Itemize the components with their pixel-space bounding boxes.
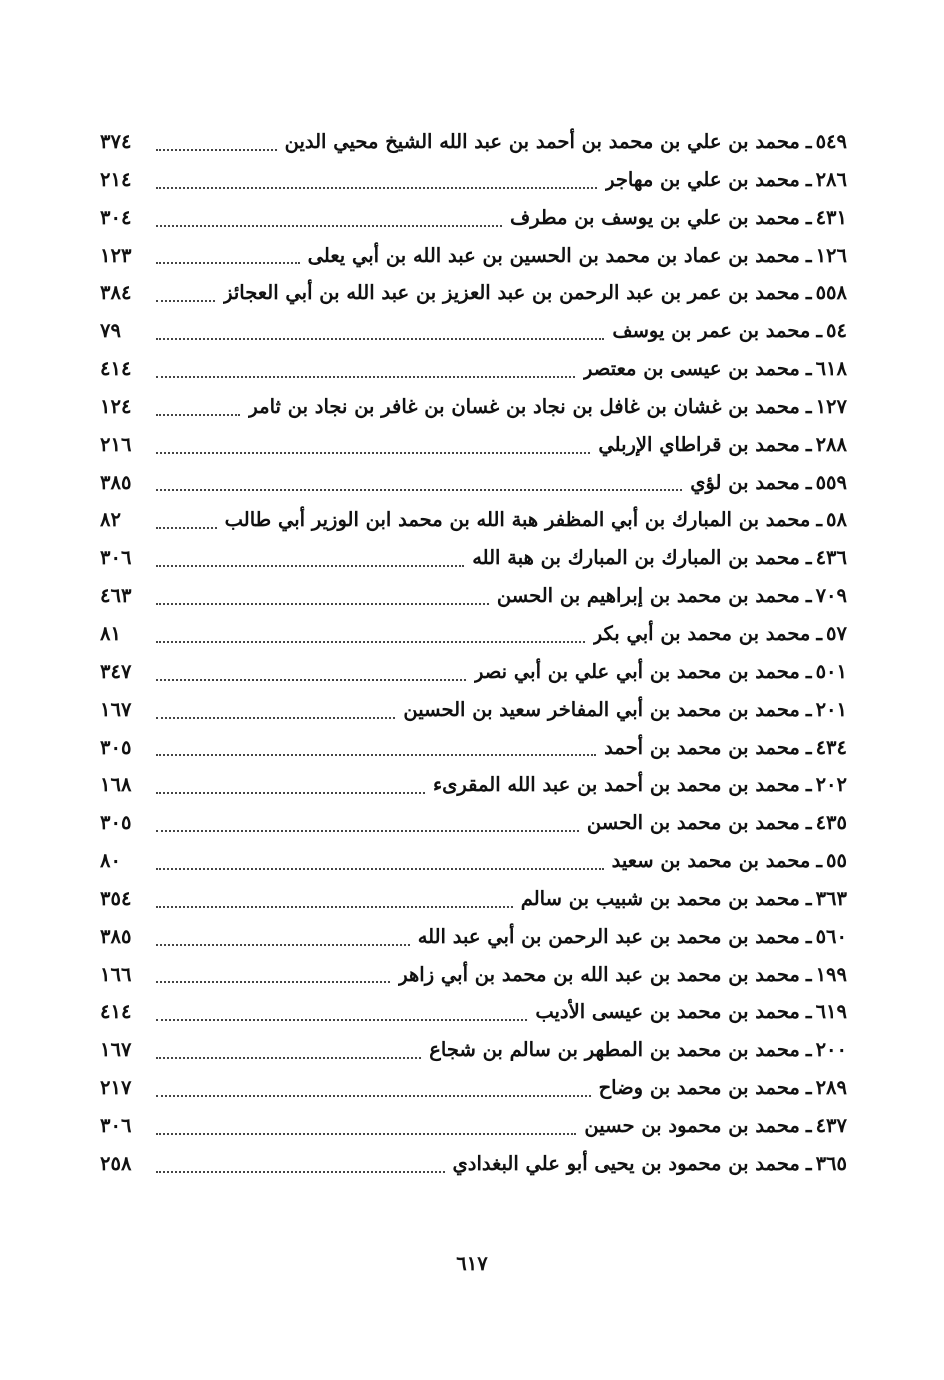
entry-name: محمد بن محمد بن أحمد بن عبد الله المقرىء	[432, 773, 800, 797]
entry-name: محمد بن عماد بن محمد بن الحسين بن عبد الله بن أبي يعلى	[307, 243, 800, 267]
entry-page-number: ١٦٨	[100, 773, 132, 797]
index-entry	[100, 956, 847, 994]
dot-leader	[156, 944, 410, 946]
index-entry	[100, 274, 847, 312]
index-entry	[100, 426, 847, 464]
entry-page-number: ٧٩	[100, 319, 121, 343]
entry-separator: ـ	[805, 1000, 812, 1024]
entry-page-number: ١٦٧	[100, 1038, 132, 1062]
dot-leader	[156, 262, 300, 264]
dot-leader	[156, 149, 277, 151]
dot-leader	[156, 376, 575, 378]
index-entry	[100, 1069, 847, 1107]
entry-page-number: ٢٥٨	[100, 1151, 132, 1175]
entry-number: ٢٨٦	[815, 167, 847, 191]
index-entry	[100, 729, 847, 767]
index-entry	[100, 993, 847, 1031]
dot-leader	[156, 792, 425, 794]
index-entry	[100, 501, 847, 539]
entry-page-number: ٢١٦	[100, 432, 132, 456]
dot-leader	[156, 603, 489, 605]
dot-leader	[156, 338, 604, 340]
entry-page-number: ٣٧٤	[100, 130, 132, 153]
entry-page-number: ٣٨٥	[100, 924, 132, 948]
entry-name: محمد بن محمد بن عبد الرحمن بن أبي عبد الله	[417, 924, 800, 948]
entry-name: محمد بن محمد بن المطهر بن سالم بن شجاع	[429, 1038, 800, 1062]
entry-page-number: ٤٦٣	[100, 584, 132, 608]
entry-number: ٥٥٨	[815, 281, 847, 305]
entry-number: ٢٨٨	[815, 432, 847, 456]
entry-number: ٢٠٠	[815, 1038, 847, 1062]
entry-number: ٦١٨	[815, 357, 847, 381]
entry-separator: ـ	[805, 697, 812, 721]
dot-leader	[156, 1171, 445, 1173]
dot-leader	[156, 906, 513, 908]
entry-number: ٢٠٢	[815, 773, 847, 797]
entry-name: محمد بن محمد بن أحمد	[604, 735, 800, 759]
index-entry	[100, 199, 847, 237]
entry-page-number: ٣٠٥	[100, 735, 132, 759]
entry-name: محمد بن غشان بن غافل بن نجاد بن غسان بن غافر بن نجاد بن ثامر	[248, 394, 800, 418]
entry-name: محمد بن محمود بن حسين	[584, 1113, 800, 1137]
entry-number: ٤٣٦	[815, 546, 847, 570]
index-entry	[100, 880, 847, 918]
entry-number: ١٢٦	[815, 243, 847, 267]
entry-separator: ـ	[805, 432, 812, 456]
entry-number: ٣٦٥	[815, 1151, 847, 1175]
index-entry	[100, 388, 847, 426]
dot-leader	[156, 754, 596, 756]
entry-page-number: ٣٤٧	[100, 659, 132, 683]
entry-name: محمد بن عمر بن يوسف	[612, 319, 811, 343]
entry-page-number: ٢١٧	[100, 1076, 132, 1100]
entry-number: ٦١٩	[815, 1000, 847, 1024]
entry-number: ٥٧	[826, 621, 847, 645]
entry-name: محمد بن المبارك بن المبارك بن هبة الله	[472, 546, 800, 570]
index-entry	[100, 123, 847, 161]
index-entry	[100, 804, 847, 842]
entry-number: ٤٣٥	[815, 811, 847, 835]
entry-name: محمد بن عيسى بن معتصر	[583, 357, 800, 381]
index-entry	[100, 577, 847, 615]
entry-number: ٥٨	[826, 508, 847, 532]
dot-leader	[156, 300, 215, 302]
entry-page-number: ٨١	[100, 621, 121, 645]
index-entry	[100, 312, 847, 350]
entry-separator: ـ	[805, 1113, 812, 1137]
entry-number: ٣٦٣	[815, 886, 847, 910]
index-entry	[100, 918, 847, 956]
index-entry	[100, 350, 847, 388]
dot-leader	[156, 1133, 576, 1135]
entry-separator: ـ	[805, 243, 812, 267]
index-entry	[100, 842, 847, 880]
entry-name: محمد بن محمد بن وضاح	[598, 1076, 800, 1100]
index-entry	[100, 691, 847, 729]
entry-name: محمد بن محمد بن الحسن	[586, 811, 800, 835]
entry-separator: ـ	[816, 849, 823, 873]
index-entry	[100, 539, 847, 577]
entry-name: محمد بن محمد بن سعيد	[611, 849, 811, 873]
entry-number: ٢٠١	[815, 697, 847, 721]
dot-leader	[156, 565, 464, 567]
entry-page-number: ٣٨٤	[100, 281, 132, 305]
entry-name: محمد بن علي بن محمد بن أحمد بن عبد الله الشيخ محيي الدين	[284, 130, 800, 153]
entry-number: ١٩٩	[815, 962, 847, 986]
entry-separator: ـ	[805, 167, 812, 191]
index-entry-list	[100, 123, 847, 1183]
entry-page-number: ٣٠٦	[100, 1113, 132, 1137]
dot-leader	[156, 1095, 591, 1097]
entry-separator: ـ	[805, 962, 812, 986]
dot-leader	[156, 414, 240, 416]
entry-page-number: ٨٠	[100, 849, 121, 873]
entry-page-number: ٤١٤	[100, 1000, 132, 1024]
entry-number: ٤٣٧	[815, 1113, 847, 1137]
entry-page-number: ٣٥٤	[100, 886, 132, 910]
entry-name: محمد بن محمد بن أبي بكر	[592, 621, 811, 645]
entry-name: محمد بن علي بن يوسف بن مطرف	[509, 205, 800, 229]
entry-separator: ـ	[816, 319, 823, 343]
entry-name: محمد بن محمد بن أبي المفاخر سعيد بن الحسين	[403, 697, 800, 721]
entry-separator: ـ	[805, 130, 812, 153]
entry-separator: ـ	[805, 205, 812, 229]
entry-number: ١٢٧	[815, 394, 847, 418]
entry-name: محمد بن محمد بن أبي علي بن أبي نصر	[474, 659, 800, 683]
dot-leader	[156, 717, 395, 719]
entry-number: ٤٣٤	[815, 735, 847, 759]
dot-leader	[156, 641, 585, 643]
entry-name: محمد بن لؤي	[690, 470, 800, 494]
index-entry	[100, 1031, 847, 1069]
entry-name: محمد بن قراطاي الإربلي	[598, 432, 800, 456]
entry-separator: ـ	[816, 621, 823, 645]
index-entry	[100, 1107, 847, 1145]
index-entry	[100, 237, 847, 275]
index-entry	[100, 1145, 847, 1183]
entry-separator: ـ	[805, 281, 812, 305]
entry-number: ٥٥	[826, 849, 847, 873]
entry-page-number: ١٦٧	[100, 697, 132, 721]
entry-name: محمد بن محمد بن شبيب بن سالم	[520, 886, 800, 910]
entry-page-number: ٤١٤	[100, 357, 132, 381]
entry-separator: ـ	[805, 773, 812, 797]
dot-leader	[156, 489, 682, 491]
dot-leader	[156, 187, 597, 189]
entry-separator: ـ	[805, 924, 812, 948]
entry-separator: ـ	[805, 546, 812, 570]
entry-page-number: ٣٠٦	[100, 546, 132, 570]
entry-separator: ـ	[805, 1076, 812, 1100]
entry-separator: ـ	[805, 394, 812, 418]
entry-name: محمد بن محمود بن يحيى أبو علي البغدادي	[452, 1151, 800, 1175]
entry-page-number: ١٦٦	[100, 962, 132, 986]
dot-leader	[156, 225, 502, 227]
entry-number: ٥٠١	[815, 659, 847, 683]
entry-separator: ـ	[805, 357, 812, 381]
entry-separator: ـ	[805, 811, 812, 835]
dot-leader	[156, 679, 466, 681]
dot-leader	[156, 830, 579, 832]
entry-separator: ـ	[816, 508, 823, 532]
entry-page-number: ١٢٣	[100, 243, 132, 267]
entry-number: ٢٨٩	[815, 1076, 847, 1100]
entry-name: محمد بن المبارك بن أبي المظفر هبة الله بن محمد ابن الوزير أبي طالب	[224, 508, 811, 532]
dot-leader	[156, 1019, 527, 1021]
index-entry	[100, 161, 847, 199]
entry-separator: ـ	[805, 735, 812, 759]
entry-number: ٧٠٩	[815, 584, 847, 608]
entry-separator: ـ	[805, 886, 812, 910]
entry-number: ٥٥٩	[815, 470, 847, 494]
entry-name: محمد بن محمد بن عبد الله بن محمد بن أبي زاهر	[398, 962, 800, 986]
index-entry	[100, 464, 847, 502]
entry-page-number: ٨٢	[100, 508, 121, 532]
dot-leader	[156, 527, 217, 529]
entry-name: محمد بن علي بن مهاجر	[605, 167, 800, 191]
entry-page-number: ٣٨٥	[100, 470, 132, 494]
entry-name: محمد بن محمد بن إبراهيم بن الحسن	[496, 584, 800, 608]
entry-name: محمد بن عمر بن عبد الرحمن بن عبد العزيز بن عبد الله بن أبي العجائز	[223, 281, 800, 305]
entry-page-number: ١٢٤	[100, 394, 132, 418]
entry-page-number: ٣٠٤	[100, 205, 132, 229]
dot-leader	[156, 1057, 421, 1059]
entry-separator: ـ	[805, 1038, 812, 1062]
entry-separator: ـ	[805, 659, 812, 683]
dot-leader	[156, 452, 590, 454]
entry-number: ٥٤	[826, 319, 847, 343]
entry-separator: ـ	[805, 1151, 812, 1175]
entry-number: ٤٣١	[815, 205, 847, 229]
index-entry	[100, 653, 847, 691]
entry-page-number: ٣٠٥	[100, 811, 132, 835]
entry-separator: ـ	[805, 584, 812, 608]
dot-leader	[156, 981, 390, 983]
entry-number: ٥٦٠	[815, 924, 847, 948]
entry-page-number: ٢١٤	[100, 167, 132, 191]
dot-leader	[156, 868, 604, 870]
entry-name: محمد بن محمد بن عيسى الأديب	[535, 1000, 800, 1024]
entry-number: ٥٤٩	[815, 130, 847, 153]
page-number: ٦١٧	[456, 1252, 488, 1275]
entry-separator: ـ	[805, 470, 812, 494]
index-entry	[100, 615, 847, 653]
index-entry	[100, 766, 847, 804]
